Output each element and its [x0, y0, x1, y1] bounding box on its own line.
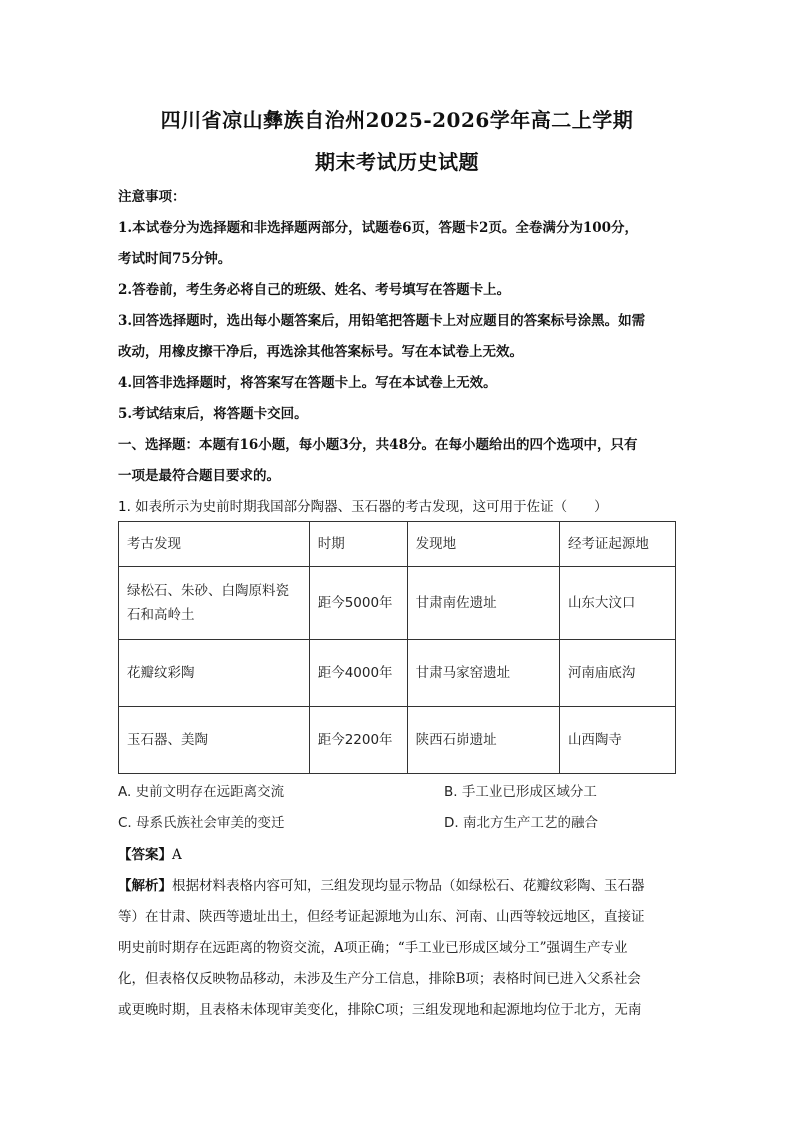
exam-title-line2: 期末考试历史试题	[315, 150, 479, 174]
table-cell-origin: 山东大汶口	[559, 567, 675, 640]
find-text-line1: 绿松石、朱砂、白陶原料瓷	[127, 583, 289, 599]
table-cell-origin: 河南庙底沟	[559, 640, 675, 707]
table-cell-period: 距今5000年	[309, 567, 407, 640]
notice-item-2: 2.答卷前，考生务必将自己的班级、姓名、考号填写在答题卡上。	[118, 282, 511, 298]
table-cell-period: 距今4000年	[309, 640, 407, 707]
table-header-cell: 发现地	[407, 522, 559, 567]
notice-item-1-line2: 考试时间75分钟。	[118, 251, 232, 267]
section1-instruction-line1: 一、选择题：本题有16小题，每小题3分，共48分。在每小题给出的四个选项中，只有	[118, 437, 638, 453]
option-b: B. 手工业已形成区域分工	[444, 784, 597, 800]
table-cell-site: 陕西石峁遗址	[407, 707, 559, 774]
analysis-line3: 明史前时期存在远距离的物资交流，A项正确；“手工业已形成区域分工”强调生产专业	[118, 940, 628, 956]
answer-line	[118, 843, 182, 863]
archaeology-table	[118, 521, 676, 774]
table-cell-site: 甘肃南佐遗址	[407, 567, 559, 640]
section1-instruction-line2: 一项是最符合题目要求的。	[118, 468, 280, 484]
question1-stem: 1. 如表所示为史前时期我国部分陶器、玉石器的考古发现，这可用于佐证（ ）	[118, 499, 608, 515]
analysis-text: 根据材料表格内容可知，三组发现均显示物品（如绿松石、花瓣纹彩陶、玉石器	[172, 878, 645, 894]
analysis-line1	[118, 874, 645, 894]
notice-item-1-line1: 1.本试卷分为选择题和非选择题两部分，试题卷6页，答题卡2页。全卷满分为100分，	[118, 220, 639, 236]
table-header-row	[119, 522, 676, 567]
notice-item-3-line1: 3.回答选择题时，选出每小题答案后，用铅笔把答题卡上对应题目的答案标号涂黑。如需	[118, 313, 646, 329]
analysis-line5: 或更晚时期，且表格未体现审美变化，排除C项；三组发现地和起源地均位于北方，无南	[118, 1002, 642, 1018]
notice-item-5: 5.考试结束后，将答题卡交回。	[118, 406, 308, 422]
table-cell-find	[119, 567, 310, 640]
option-c: C. 母系氏族社会审美的变迁	[118, 815, 285, 831]
table-cell-origin: 山西陶寺	[559, 707, 675, 774]
exam-title-line1: 四川省凉山彝族自治州2025-2026学年高二上学期	[160, 108, 634, 132]
option-d: D. 南北方生产工艺的融合	[444, 815, 598, 831]
table-row	[119, 707, 676, 774]
answer-value: A	[172, 847, 182, 863]
table-header-cell: 考古发现	[119, 522, 310, 567]
table-header-cell: 经考证起源地	[559, 522, 675, 567]
table-cell-find: 玉石器、美陶	[119, 707, 310, 774]
table-row	[119, 567, 676, 640]
table-cell-site: 甘肃马家窑遗址	[407, 640, 559, 707]
table-cell-find: 花瓣纹彩陶	[119, 640, 310, 707]
notice-item-3-line2: 改动，用橡皮擦干净后，再选涂其他答案标号。写在本试卷上无效。	[118, 344, 523, 360]
analysis-tag: 【解析】	[118, 878, 172, 894]
notice-heading: 注意事项：	[118, 189, 186, 205]
option-a: A. 史前文明存在远距离交流	[118, 784, 285, 800]
notice-item-4: 4.回答非选择题时，将答案写在答题卡上。写在本试卷上无效。	[118, 375, 497, 391]
answer-tag: 【答案】	[118, 847, 172, 863]
table-row	[119, 640, 676, 707]
analysis-line4: 化，但表格仅反映物品移动，未涉及生产分工信息，排除B项；表格时间已进入父系社会	[118, 971, 641, 987]
table-header-cell: 时期	[309, 522, 407, 567]
table-cell-period: 距今2200年	[309, 707, 407, 774]
find-text-line2: 石和高岭土	[127, 607, 195, 623]
analysis-line2: 等）在甘肃、陕西等遗址出土，但经考证起源地为山东、河南、山西等较远地区，直接证	[118, 909, 645, 925]
